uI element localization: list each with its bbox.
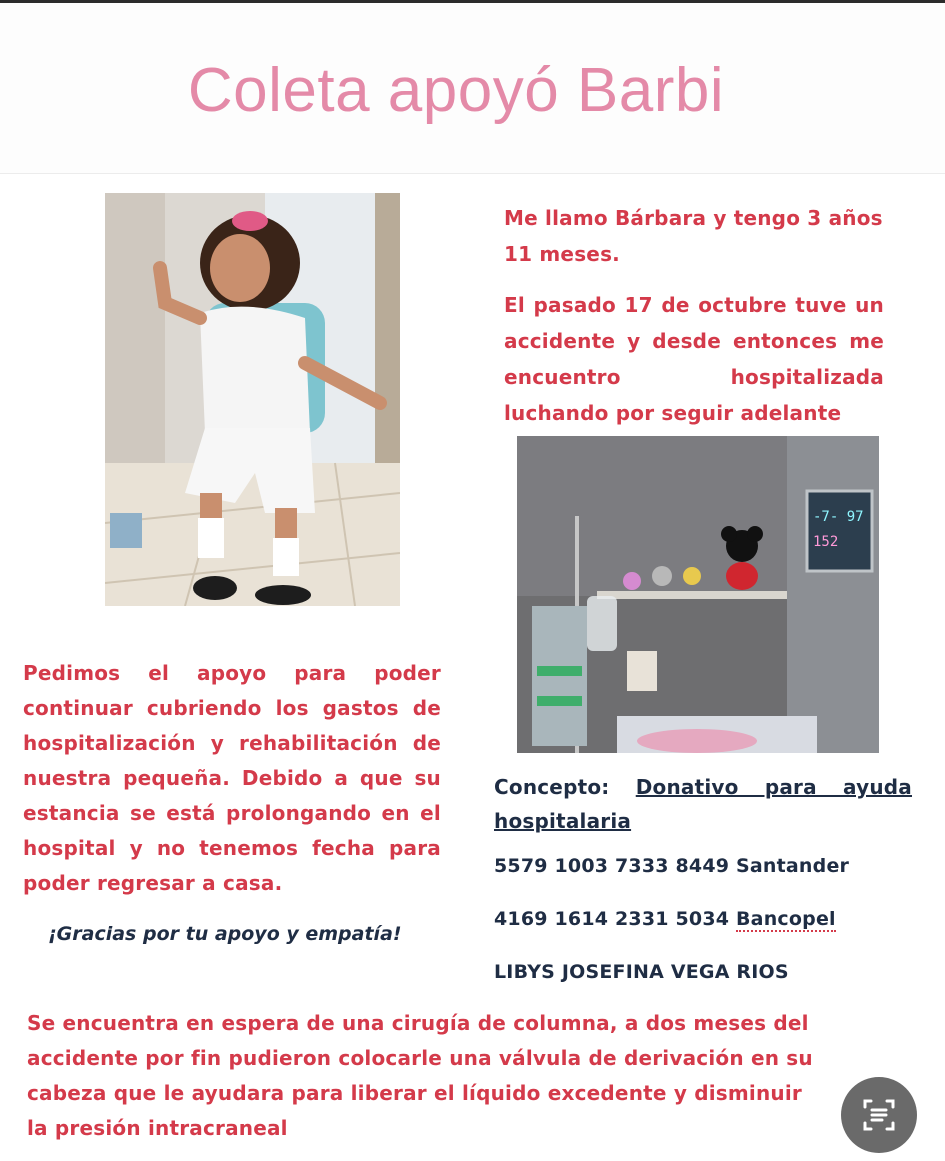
- thanks-text: ¡Gracias por tu apoyo y empatía!: [48, 923, 402, 945]
- account-1-bank: Santander: [736, 855, 850, 877]
- monitor-reading-2: 152: [813, 534, 839, 550]
- intro-text: Me llamo Bárbara y tengo 3 años 11 meses.: [504, 206, 883, 266]
- concept-value: Donativo para ayuda hospitalaria: [494, 775, 912, 833]
- title-banner: [0, 3, 945, 174]
- hospital-photo-illustration: [517, 436, 879, 753]
- hospital-photo: [517, 436, 879, 753]
- girl-photo-illustration: [105, 193, 400, 606]
- girl-photo: [105, 193, 400, 606]
- accident-text: El pasado 17 de octubre tuve un accidente y desde entonces me encuentro hospitalizada luchando por seguir adelante: [504, 293, 884, 425]
- surgery-note: Se encuentra en espera de una cirugía de columna, a dos meses del accidente por fin pudieron colocarle una válvula de derivación en su cabeza que le ayudara para liberar el líquido excedente y disminuir la presión intracraneal: [27, 1011, 813, 1140]
- scan-text-button[interactable]: [841, 1077, 917, 1153]
- concept-label: Concepto:: [494, 775, 610, 799]
- account-2-bank: Bancopel: [736, 908, 836, 930]
- account-2: [494, 908, 836, 930]
- support-request-text: Pedimos el apoyo para poder continuar cubriendo los gastos de hospitalización y rehabilitación de nuestra pequeña. Debido a que su estancia se está prolongando en el hospital y no tenemos fecha para poder regresar a casa.: [23, 661, 441, 895]
- account-1: [494, 855, 849, 877]
- page-title: Coleta apoyó Barbi: [187, 56, 725, 125]
- concept-block: [494, 770, 912, 838]
- account-holder: LIBYS JOSEFINA VEGA RIOS: [494, 961, 789, 983]
- monitor-reading-1: -7- 97: [813, 509, 864, 525]
- account-1-number: 5579 1003 7333 8449: [494, 855, 730, 877]
- account-2-number: 4169 1614 2331 5034: [494, 908, 730, 930]
- scan-text-icon: [841, 1077, 917, 1153]
